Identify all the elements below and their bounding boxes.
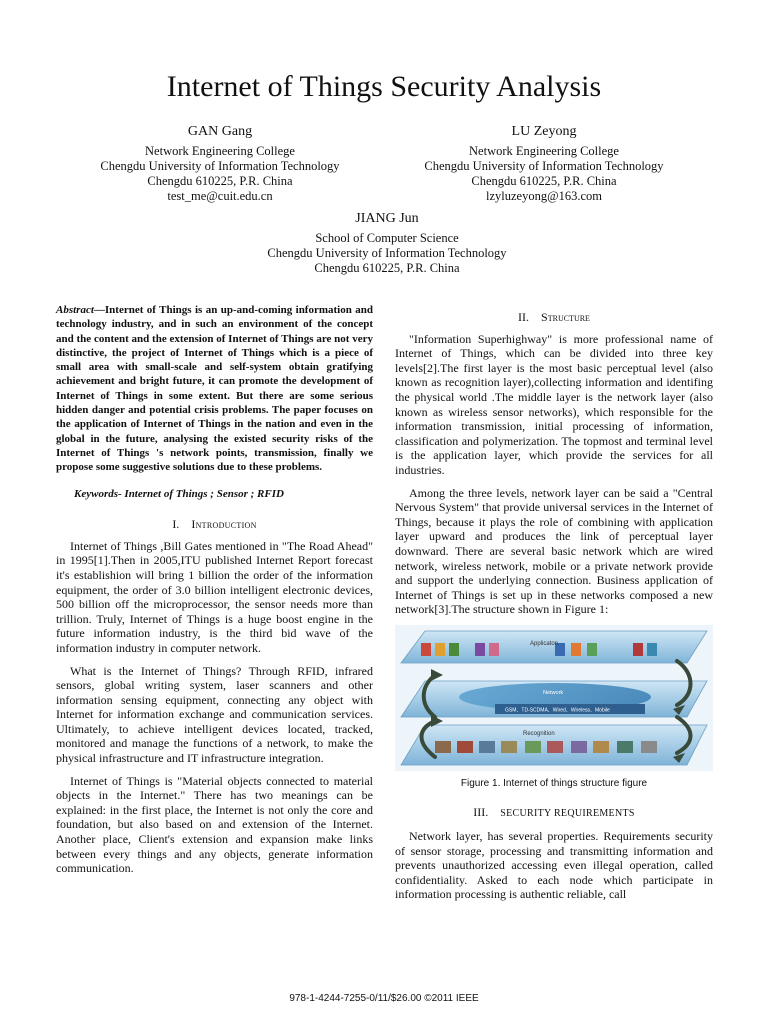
author-affiliation: Network Engineering College	[145, 144, 295, 158]
author-block-1	[90, 124, 350, 204]
author-address: Chengdu 610225, P.R. China	[314, 261, 460, 275]
copyright-footer: 978-1-4244-7255-0/11/$26.00 ©2011 IEEE	[289, 993, 479, 1004]
figure-caption: Figure 1. Internet of things structure figure	[460, 777, 648, 789]
paragraph: Network layer, has several properties. Requirements security of sensor storage, processing and transmitting information and prevents unauthorized accessing even illegal operation, called confidentiality. Asked to each node which participate in information processing is authentic reliable, call	[395, 829, 713, 902]
author-name: LU Zeyong	[511, 124, 577, 139]
figure-iot-structure	[395, 625, 713, 771]
author-name: GAN Gang	[187, 124, 253, 139]
author-email: lzyluzeyong@163.com	[486, 189, 602, 203]
author-address: Chengdu 610225, P.R. China	[471, 174, 617, 188]
author-block-3	[230, 211, 544, 276]
paragraph: Among the three levels, network layer can be said a "Central Nervous System" that provide universal services in the Internet of Things, because it plays the role of combining with application layer upward and produces the link of perceptual layer downward. There are several basic network which are wired network, wireless network, mobile or a private network provide and support the underlying connection. Business application of Internet of Things is set up in these networks composed a new network[3].The structure shown in Figure 1:	[395, 485, 713, 617]
section-title: SECURITY REQUIREMENTS	[500, 808, 635, 820]
recognition-layer-label: Recognition	[523, 730, 555, 737]
section-number: III.	[473, 805, 489, 820]
paragraph: "Information Superhighway" is more professional name of Internet of Things, which can be divided into three key levels[2].The first layer is the most basic perceptual level (also known as recognition layer),collecting information and identifing the physical world .The middle layer is the network layer (also known as wireless sensor networks), which responsible for the information transmission, initial processing of information, classification and polymerization. The topmost and terminal level is the application layer, which provide the services for all industries.	[395, 331, 713, 477]
paper-title: Internet of Things Security Analysis	[166, 70, 602, 103]
author-name: JIANG Jun	[355, 211, 419, 226]
section-heading-security	[395, 805, 713, 822]
author-university: Chengdu University of Information Technology	[100, 159, 340, 173]
section-number: II.	[518, 310, 530, 324]
right-column	[395, 310, 713, 910]
section-title: Structure	[541, 310, 590, 324]
paragraph: Internet of Things ,Bill Gates mentioned in "The Road Ahead" in 1995[1].Then in 2005,ITU published Internet Report forecast it's establishion will bring 1 billion the order of the information equipment, the order of 3.0 billion intelligent electronic devices, 500 billion off the microprocessor, the sensor needs more than trillion. Truly, Internet of Things is a huge boost engine in the future information industry, is the third bid wave of the information industry in computer network.	[56, 538, 373, 655]
author-affiliation: Network Engineering College	[469, 144, 619, 158]
section-number: I.	[172, 517, 180, 532]
author-university: Chengdu University of Information Technology	[424, 159, 664, 173]
application-layer-plane	[401, 631, 707, 663]
keywords: Keywords- Internet of Things ; Sensor ; RFID	[74, 487, 284, 500]
network-layer-label: Network	[543, 689, 564, 696]
paragraph: Internet of Things is "Material objects connected to material objects in the Internet." There has two meanings can be explained: in the first place, the Internet is not only the core and foundation, but also based on and extension of the Internet. Another place, Client's extension and expansion make links between every things and any objects, generate information communication.	[56, 773, 373, 876]
section-heading-introduction	[56, 517, 373, 532]
left-column	[56, 303, 373, 884]
abstract-text: —Internet of Things is an up-and-coming information and technology industry, and in such an environment of the concept and the content and the extension of Internet of Things are not very distinctive, the project of Internet of Things which is a piece of small area with small-scale and self-system obtain gratifying achievement and bright future, it can promote the development of Internet of Things in some extent. But there are some serious hidden danger and potential crisis problems. The paper focuses on the application of Internet of Things in the nation and even in the global in the future, analysing the existed security risks of the Internet of Things 's network points, transmission, finally we propose some suggestive solutions due to these problems.	[56, 304, 373, 474]
section-heading-structure	[395, 310, 713, 325]
author-email: test_me@cuit.edu.cn	[167, 189, 273, 203]
abstract-label: Abstract	[56, 304, 94, 316]
section-title: Introduction	[191, 517, 257, 532]
network-layer-sub-label: GSM、TD-SCDMA、Wired、Wireless、Mobile	[505, 707, 610, 714]
author-address: Chengdu 610225, P.R. China	[147, 174, 293, 188]
author-block-2	[414, 124, 674, 204]
author-university: Chengdu University of Information Technology	[267, 246, 507, 260]
paragraph: What is the Internet of Things? Through RFID, infrared sensors, global writing system, laser scanners and other information sensing equipment, connecting any object with Internet for information exchange and communication services. Ultimately, to achieve intelligent devices located, tracked, monitored and manage the functions of a network, to make the physical infrastructure and IT infrastructure integration.	[56, 663, 373, 766]
application-layer-label: Applicaton	[530, 640, 559, 647]
author-affiliation: School of Computer Science	[315, 231, 459, 245]
figure-diagram	[395, 625, 713, 771]
abstract	[56, 303, 373, 475]
